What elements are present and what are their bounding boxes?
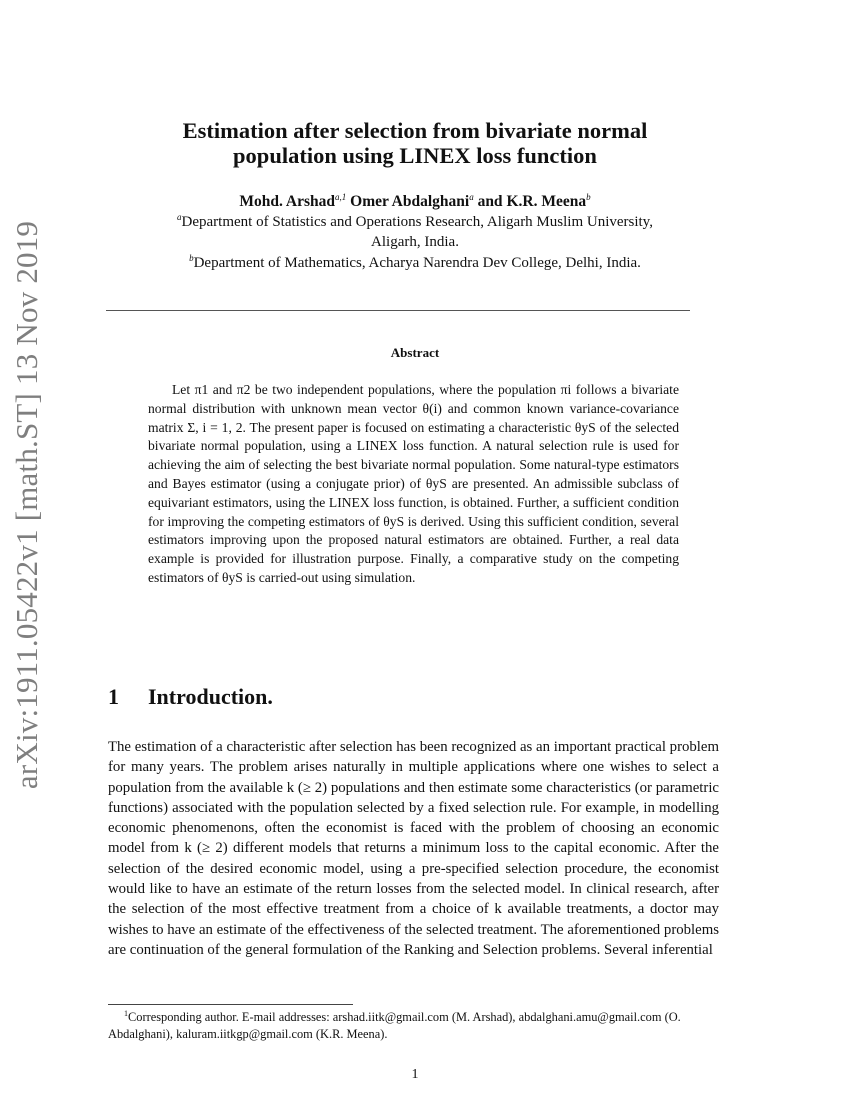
affil-line: Department of Statistics and Operations Research, Aligarh Muslim University, [181,214,653,230]
affil-mark: b [189,253,194,263]
footnote-mark: 1 [124,1009,128,1018]
author-affil-mark: b [586,192,591,202]
section-number: 1 [108,684,119,709]
paper-title [100,118,730,168]
author-affil-mark: a,1 [335,192,347,202]
arxiv-identifier: arXiv:1911.05422v1 [math.ST] 13 Nov 2019 [9,220,44,790]
section-title: Introduction. [148,684,273,709]
footnote-text: Corresponding author. E-mail addresses: arshad.iitk@gmail.com (M. Arshad), abdalghani.amu@gmail.com (O. Abdalghani), kaluram.iitkgp@gmail.com (K.R. Meena). [108,1010,681,1041]
author-list [100,193,730,211]
affiliation-a [100,212,730,252]
introduction-paragraph: The estimation of a characteristic after selection has been recognized as an important practical problem for many years. The problem arises naturally in multiple applications where one wishes to select a population from the available k (≥ 2) populations and then estimate some characteristics (or parametric functions) associated with the population selected by a fixed selection rule. For example, in modelling economic phenomenons, often the economist is faced with the problem of choosing an economic model from k (≥ 2) different models that returns a minimum loss to the capital economic. After the selection of the desired economic model, using a pre-specified selection procedure, the economist would like to have an estimate of the return losses from the selected model. In clinical research, after the selection of the most effective treatment from a choice of k available treatments, a doctor may wishes to have an estimate of the effectiveness of the selected treatment. The aforementioned problems are continuation of the general formulation of the Ranking and Selection problems. Several inferential [108,739,719,958]
footnote-divider [108,1004,353,1005]
title-line-2: population using LINEX loss function [233,143,597,168]
affil-mark: a [177,212,182,222]
affiliation-b [100,253,730,273]
author-name: Mohd. Arshad [239,193,336,210]
header-divider [106,310,690,311]
abstract-text: Let π1 and π2 be two independent populations, where the population πi follows a bivariate normal distribution with unknown mean vector θ(i) and common known variance-covariance matrix Σ, i = 1, 2. The present paper is focused on estimating a characteristic θyS of the selected bivariate normal population, using a LINEX loss function. A natural selection rule is used for achieving the aim of selecting the best bivariate normal population. Some natural-type estimators and Bayes estimator (using a conjugate prior) of θyS are presented. An admissible subclass of equivariant estimators, using the LINEX loss function, is obtained. Further, a sufficient condition for improving the competing estimators of θyS is derived. Using this sufficient condition, several estimators improving upon the proposed natural estimators are obtained. Further, a real data example is provided for illustration purpose. Finally, a comparative study on the competing estimators of θyS is carried-out using simulation. [148,382,679,585]
abstract-heading: Abstract [390,345,440,360]
author-affil-mark: a [469,192,474,202]
title-line-1: Estimation after selection from bivariate normal [182,118,648,143]
author-name: K.R. Meena [506,193,587,210]
author-separator: and [473,193,507,210]
section-heading [108,684,273,710]
affil-line: Department of Mathematics, Acharya Narendra Dev College, Delhi, India. [193,255,641,271]
author-name: Omer Abdalghani [350,193,470,210]
footnote [108,1009,719,1043]
affil-line: Aligarh, India. [371,234,459,250]
page-number: 1 [411,1067,419,1082]
